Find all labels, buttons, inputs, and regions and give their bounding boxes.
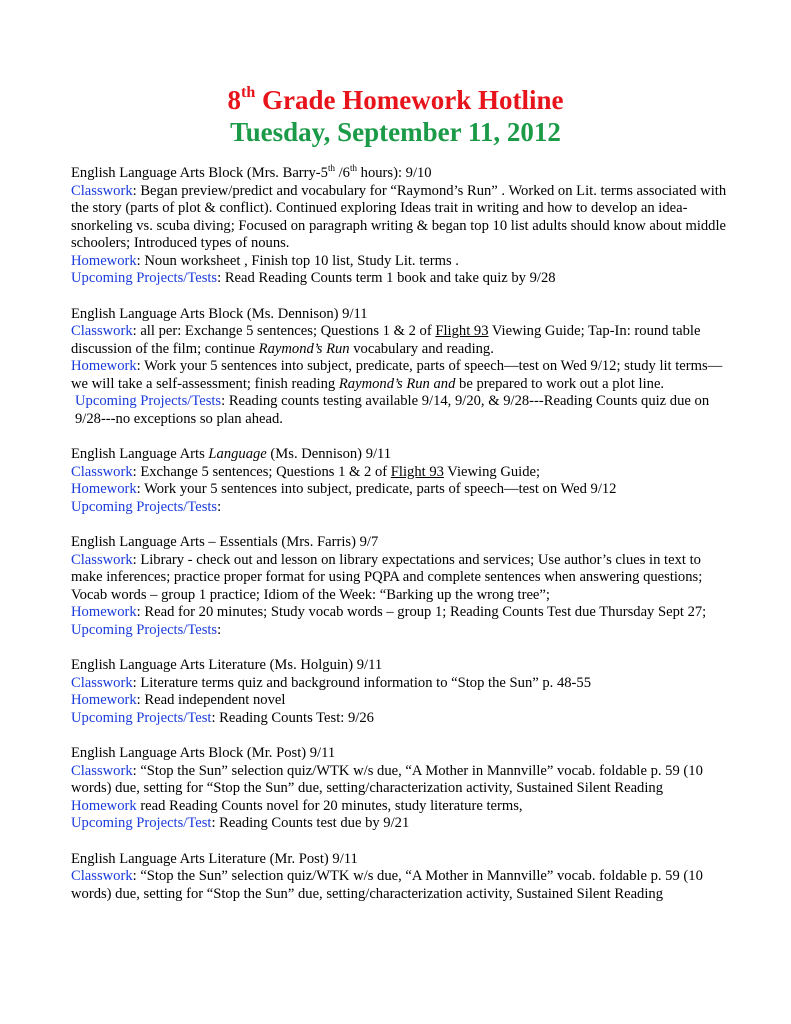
section-post-literature (71, 851, 736, 904)
classwork-entry: Classwork: “Stop the Sun” selection quiz/WTK w/s due, “A Mother in Mannville” vocab. foldable p. 59 (10 words) due, setting for “Stop the Sun” due, setting/characterization activity, Sustained Silent Reading (71, 868, 703, 902)
section-heading: English Language Arts Literature (Ms. Holguin) 9/11 (71, 657, 383, 673)
flight-93-title: Flight 93 (435, 323, 489, 339)
classwork-entry: Classwork: Began preview/predict and vocabulary for “Raymond’s Run” . Worked on Lit. terms associated with the story (parts of plot & conflict). Continued exploring Ideas trait in writing and how to develop an idea- snorkeling vs. scuba diving; Focused on paragraph writing & began top 10 list adults should know about middle schoolers; Introduced types of nouns. (71, 182, 727, 251)
classwork-label: Classwork (71, 868, 133, 884)
classwork-label: Classwork (71, 463, 133, 480)
section-heading: English Language Arts Literature (Mr. Post) 9/11 (71, 850, 358, 867)
upcoming-entry: Upcoming Projects/Test: Reading Counts test due by 9/21 (71, 815, 410, 831)
upcoming-label: Upcoming Projects/Test (71, 815, 212, 831)
upcoming-entry: Upcoming Projects/Tests: (71, 498, 222, 515)
homework-content (71, 165, 736, 921)
section-holguin-literature (71, 657, 736, 727)
section-heading: English Language Arts Block (Mrs. Barry-5th /6th hours): 9/10 (71, 163, 432, 181)
classwork-entry: Classwork: Exchange 5 sentences; Questions 1 & 2 of Flight 93 Viewing Guide; (71, 463, 541, 480)
homework-label: Homework (71, 358, 137, 374)
upcoming-label: Upcoming Projects/Tests (71, 621, 218, 638)
classwork-entry: Classwork: Library - check out and lesson on library expectations and services; Use author’s clues in text to make inferences; practice proper format for using PQPA and complete sentences when answering questions; Vocab words – group 1 practice; Idiom of the Week: “Barking up the wrong tree”; (71, 551, 703, 603)
classwork-label: Classwork (71, 182, 133, 199)
classwork-label: Classwork (71, 551, 133, 568)
homework-entry: Homework: Read for 20 minutes; Study vocab words – group 1; Reading Counts Test due Thursday Sept 27; (71, 604, 707, 620)
classwork-label: Classwork (71, 323, 133, 339)
homework-label: Homework (71, 692, 137, 708)
section-post-block (71, 745, 736, 833)
upcoming-label: Upcoming Projects/Tests (71, 270, 218, 286)
section-heading: English Language Arts Language (Ms. Dennison) 9/11 (71, 446, 392, 462)
flight-93-title: Flight 93 (390, 463, 444, 480)
homework-label: Homework (71, 604, 137, 620)
upcoming-entry: Upcoming Projects/Tests: (71, 621, 222, 638)
page-title: 8th Grade Homework Hotline (227, 84, 564, 115)
homework-label: Homework (71, 797, 137, 814)
classwork-label: Classwork (71, 762, 133, 779)
section-heading: English Language Arts – Essentials (Mrs. Farris) 9/7 (71, 534, 379, 550)
section-heading: English Language Arts Block (Mr. Post) 9/11 (71, 745, 336, 761)
homework-label: Homework (71, 481, 137, 497)
homework-entry: Homework: Work your 5 sentences into subject, predicate, parts of speech—test on Wed 9/12 (71, 481, 617, 497)
section-dennison-block (71, 306, 736, 429)
classwork-label: Classwork (71, 674, 133, 691)
section-dennison-language (71, 446, 736, 516)
upcoming-entry: Upcoming Projects/Tests: Read Reading Counts term 1 book and take quiz by 9/28 (71, 270, 556, 286)
homework-entry: Homework: Work your 5 sentences into subject, predicate, parts of speech—test on Wed 9/12; study lit terms—we will take a self-assessment; finish reading Raymond’s Run and be prepared to work out a plot line. (71, 358, 723, 392)
homework-entry: Homework read Reading Counts novel for 20 minutes, study literature terms, (71, 797, 523, 814)
section-farris-essentials (71, 534, 736, 639)
classwork-entry: Classwork: “Stop the Sun” selection quiz/WTK w/s due, “A Mother in Mannville” vocab. foldable p. 59 (10 words) due, setting for “Stop the Sun” due, setting/characterization activity, Sustained Silent Reading (71, 762, 703, 796)
homework-label: Homework (71, 252, 137, 269)
section-barry-block (71, 165, 736, 288)
upcoming-entry: Upcoming Projects/Test: Reading Counts Test: 9/26 (71, 709, 374, 726)
upcoming-label: Upcoming Projects/Tests (75, 393, 222, 409)
homework-entry: Homework: Noun worksheet , Finish top 10 list, Study Lit. terms . (71, 252, 459, 269)
classwork-entry: Classwork: all per: Exchange 5 sentences; Questions 1 & 2 of Flight 93 Viewing Guide; Tap-In: round table discussion of the film; continue Raymond’s Run vocabulary and reading. (71, 323, 701, 357)
classwork-entry: Classwork: Literature terms quiz and background information to “Stop the Sun” p. 48-55 (71, 674, 592, 691)
page-date: Tuesday, September 11, 2012 (230, 117, 561, 147)
upcoming-entry: Upcoming Projects/Tests: Reading counts testing available 9/14, 9/20, & 9/28---Reading Counts quiz due on 9/28---no exceptions so plan ahead. (75, 393, 710, 427)
upcoming-label: Upcoming Projects/Test (71, 709, 212, 726)
homework-entry: Homework: Read independent novel (71, 692, 286, 708)
section-heading: English Language Arts Block (Ms. Dennison) 9/11 (71, 305, 368, 322)
upcoming-label: Upcoming Projects/Tests (71, 498, 218, 515)
